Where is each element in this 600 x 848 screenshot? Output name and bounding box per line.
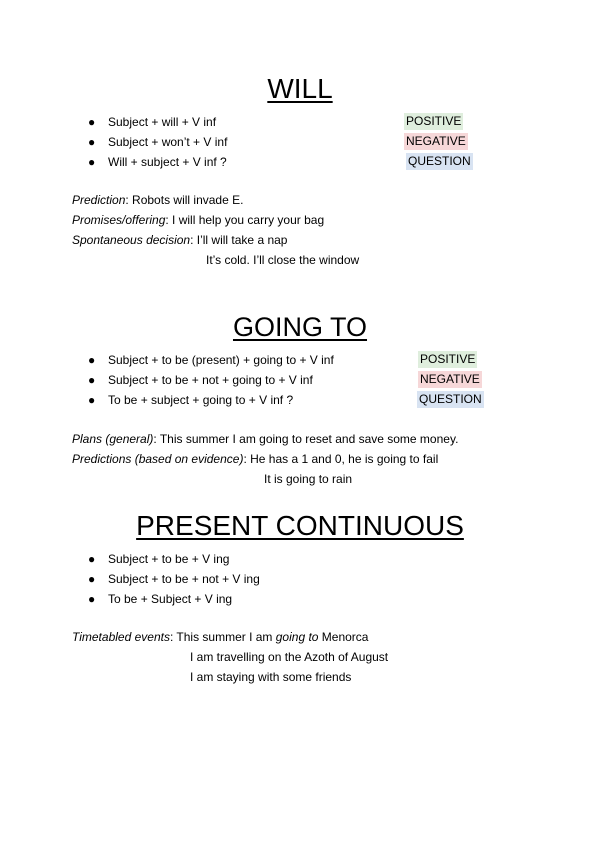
use-line	[72, 469, 458, 489]
use-line	[72, 429, 458, 449]
use-text: : This summer I am going to reset and save some money.	[153, 432, 459, 446]
use-text: : I will help you carry your bag	[165, 213, 325, 227]
list-item	[88, 113, 462, 133]
present-continuous-heading: PRESENT CONTINUOUS	[136, 510, 464, 541]
bullet-icon: ●	[88, 373, 96, 387]
use-line	[72, 210, 359, 230]
going-to-rules-list	[88, 351, 482, 411]
rule-text: Subject + won’t + V inf	[108, 135, 228, 149]
present-continuous-uses	[72, 627, 388, 687]
use-text: : Robots will invade E.	[125, 193, 244, 207]
list-item	[88, 351, 476, 371]
use-line	[72, 627, 388, 647]
bullet-icon: ●	[88, 155, 96, 169]
use-text: It’s cold. I’ll close the window	[206, 253, 360, 267]
list-item	[88, 133, 466, 153]
bullet-icon: ●	[88, 115, 96, 129]
negative-tag: NEGATIVE	[406, 134, 466, 148]
use-label: Predictions (based on evidence)	[72, 452, 244, 466]
use-line	[72, 647, 388, 667]
rule-text: Subject + to be + not + going to + V inf	[108, 373, 313, 387]
rule-text: Subject + to be (present) + going to + V inf	[108, 353, 334, 367]
list-item	[88, 391, 482, 411]
use-line	[72, 190, 359, 210]
use-line	[72, 250, 359, 270]
rule-text: Will + subject + V inf ?	[108, 155, 227, 169]
question-tag: QUESTION	[419, 392, 482, 406]
use-text: I am staying with some friends	[190, 670, 352, 684]
will-rules-list	[88, 113, 471, 173]
list-item	[88, 153, 471, 173]
use-text: It is going to rain	[264, 472, 353, 486]
list-item	[88, 550, 260, 570]
bullet-icon: ●	[88, 552, 96, 566]
use-text: Menorca	[318, 630, 369, 644]
positive-tag: POSITIVE	[406, 114, 462, 128]
rule-text: Subject + will + V inf	[108, 115, 217, 129]
use-text-italic: going to	[275, 630, 319, 644]
list-item	[88, 570, 260, 590]
use-label: Spontaneous decision	[72, 233, 191, 247]
bullet-icon: ●	[88, 353, 96, 367]
use-text: : I’ll will take a nap	[190, 233, 288, 247]
bullet-icon: ●	[88, 393, 96, 407]
bullet-icon: ●	[88, 135, 96, 149]
bullet-icon: ●	[88, 592, 96, 606]
use-label: Timetabled events	[72, 630, 170, 644]
rule-text: Subject + to be + not + V ing	[108, 572, 260, 586]
rule-text: To be + subject + going to + V inf ?	[108, 393, 294, 407]
will-uses	[72, 190, 359, 270]
question-tag: QUESTION	[408, 154, 471, 168]
use-line	[72, 449, 458, 469]
rule-text: Subject + to be + V ing	[108, 552, 230, 566]
will-heading: WILL	[267, 73, 333, 104]
use-text: : He has a 1 and 0, he is going to fail	[243, 452, 439, 466]
going-to-heading: GOING TO	[232, 312, 368, 342]
use-label: Plans (general)	[72, 432, 154, 446]
negative-tag: NEGATIVE	[420, 372, 480, 386]
positive-tag: POSITIVE	[420, 352, 476, 366]
use-text: I am travelling on the Azoth of August	[190, 650, 389, 664]
use-line	[72, 667, 388, 687]
use-line	[72, 230, 359, 250]
bullet-icon: ●	[88, 572, 96, 586]
use-label: Promises/offering	[72, 213, 166, 227]
use-label: Prediction	[72, 193, 126, 207]
use-text: : This summer I am	[169, 630, 276, 644]
going-to-uses	[72, 429, 458, 489]
list-item	[88, 371, 480, 391]
present-continuous-rules-list	[88, 550, 260, 610]
list-item	[88, 590, 260, 610]
rule-text: To be + Subject + V ing	[108, 592, 233, 606]
